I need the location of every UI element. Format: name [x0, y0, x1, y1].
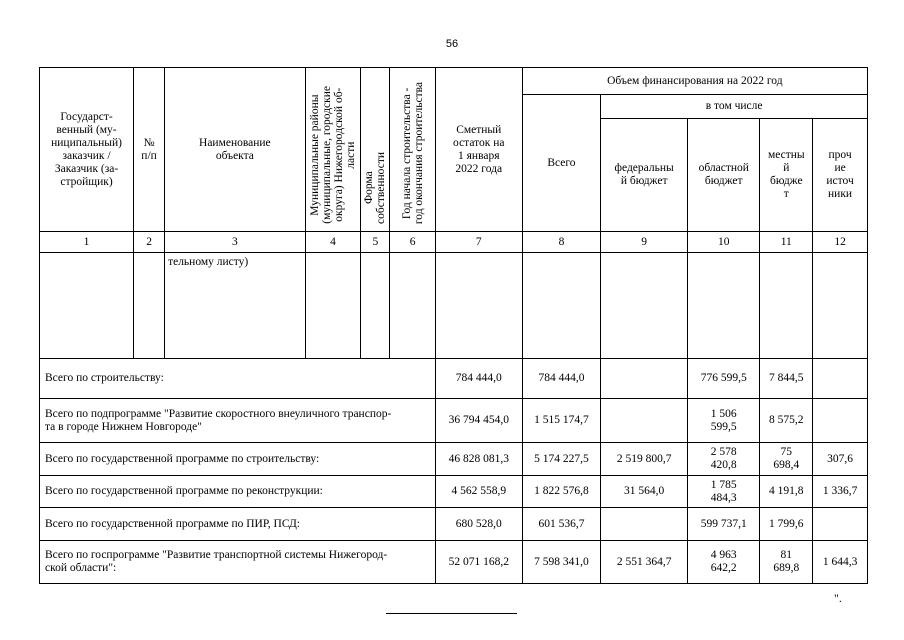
cell-empty	[40, 253, 134, 359]
row-federal: 2 519 800,7	[601, 443, 688, 476]
table-row	[40, 399, 868, 443]
row-regional: 1 785 484,3	[688, 476, 760, 508]
cell-empty	[435, 253, 522, 359]
row-total: 1 822 576,8	[522, 476, 601, 508]
closing-quote-mark: ".	[834, 591, 842, 605]
header-local: местны й бюдже т	[760, 119, 813, 232]
row-local: 75 698,4	[760, 443, 813, 476]
header-municipalities: Муниципальные районы (муниципальные, городские округа) Нижегородской об- ласти	[305, 68, 361, 232]
row-federal	[601, 359, 688, 399]
col-num: 6	[390, 232, 435, 253]
row-local: 8 575,2	[760, 399, 813, 443]
col-num: 10	[688, 232, 760, 253]
header-object-name: Наименование объекта	[165, 68, 306, 232]
row-total: 1 515 174,7	[522, 399, 601, 443]
row-local: 7 844,5	[760, 359, 813, 399]
row-regional: 4 963 642,2	[688, 541, 760, 584]
row-other	[813, 359, 868, 399]
col-num: 2	[134, 232, 165, 253]
header-customer: Государст- венный (му- ниципальный) заказчик / Заказчик (за- стройщик)	[40, 68, 134, 232]
header-number: № п/п	[134, 68, 165, 232]
row-estimate: 36 794 454,0	[435, 399, 522, 443]
col-num: 8	[522, 232, 601, 253]
row-federal: 31 564,0	[601, 476, 688, 508]
row-total: 5 174 227,5	[522, 443, 601, 476]
row-federal	[601, 508, 688, 541]
row-other: 1 644,3	[813, 541, 868, 584]
row-regional: 1 506 599,5	[688, 399, 760, 443]
cell-empty	[688, 253, 760, 359]
row-label: Всего по государственной программе по реконструкции:	[40, 476, 436, 508]
col-num: 5	[361, 232, 390, 253]
col-num: 4	[305, 232, 361, 253]
row-label: Всего по государственной программе по ПИР, ПСД:	[40, 508, 436, 541]
row-regional: 599 737,1	[688, 508, 760, 541]
row-other: 1 336,7	[813, 476, 868, 508]
row-other	[813, 399, 868, 443]
page-number: 56	[445, 38, 459, 50]
row-total: 784 444,0	[522, 359, 601, 399]
row-estimate: 46 828 081,3	[435, 443, 522, 476]
table-row	[40, 508, 868, 541]
col-num: 11	[760, 232, 813, 253]
row-total: 7 598 341,0	[522, 541, 601, 584]
cell-empty	[361, 253, 390, 359]
row-label: Всего по строительству:	[40, 359, 436, 399]
header-regional: областной бюджет	[688, 119, 760, 232]
continuation-row	[40, 253, 868, 359]
financing-table	[39, 67, 868, 584]
continuation-text: тельному листу)	[165, 253, 306, 359]
header-funding: Объем финансирования на 2022 год	[522, 68, 867, 95]
cell-empty	[134, 253, 165, 359]
cell-empty	[305, 253, 361, 359]
table-row	[40, 443, 868, 476]
row-estimate: 784 444,0	[435, 359, 522, 399]
row-regional: 776 599,5	[688, 359, 760, 399]
row-estimate: 52 071 168,2	[435, 541, 522, 584]
row-local: 4 191,8	[760, 476, 813, 508]
row-label: Всего по подпрограмме "Развитие скоростного внеуличного транспор- та в городе Нижнем Новгороде"	[40, 399, 436, 443]
col-num: 1	[40, 232, 134, 253]
row-local: 1 799,6	[760, 508, 813, 541]
header-years: Год начала строительства - год окончания строительства	[390, 68, 435, 232]
col-num: 7	[435, 232, 522, 253]
col-num: 12	[813, 232, 868, 253]
footnote-separator	[386, 613, 517, 614]
table-row	[40, 541, 868, 584]
cell-empty	[390, 253, 435, 359]
row-label: Всего по государственной программе по строительству:	[40, 443, 436, 476]
row-total: 601 536,7	[522, 508, 601, 541]
cell-empty	[522, 253, 601, 359]
cell-empty	[813, 253, 868, 359]
row-estimate: 4 562 558,9	[435, 476, 522, 508]
col-num: 3	[165, 232, 306, 253]
col-num: 9	[601, 232, 688, 253]
header-federal: федеральны й бюджет	[601, 119, 688, 232]
row-label: Всего по госпрограмме "Развитие транспортной системы Нижегород- ской области":	[40, 541, 436, 584]
row-regional: 2 578 420,8	[688, 443, 760, 476]
row-other	[813, 508, 868, 541]
header-other: проч ие источ ники	[813, 119, 868, 232]
row-other: 307,6	[813, 443, 868, 476]
cell-empty	[760, 253, 813, 359]
cell-empty	[601, 253, 688, 359]
row-federal	[601, 399, 688, 443]
table-row	[40, 476, 868, 508]
header-ownership: Форма собственности	[361, 68, 390, 232]
table-row	[40, 359, 868, 399]
column-numbers-row	[40, 232, 868, 253]
header-total: Всего	[522, 95, 601, 232]
header-including: в том числе	[601, 95, 868, 119]
row-local: 81 689,8	[760, 541, 813, 584]
header-estimate-balance: Сметный остаток на 1 января 2022 года	[435, 68, 522, 232]
row-estimate: 680 528,0	[435, 508, 522, 541]
row-federal: 2 551 364,7	[601, 541, 688, 584]
